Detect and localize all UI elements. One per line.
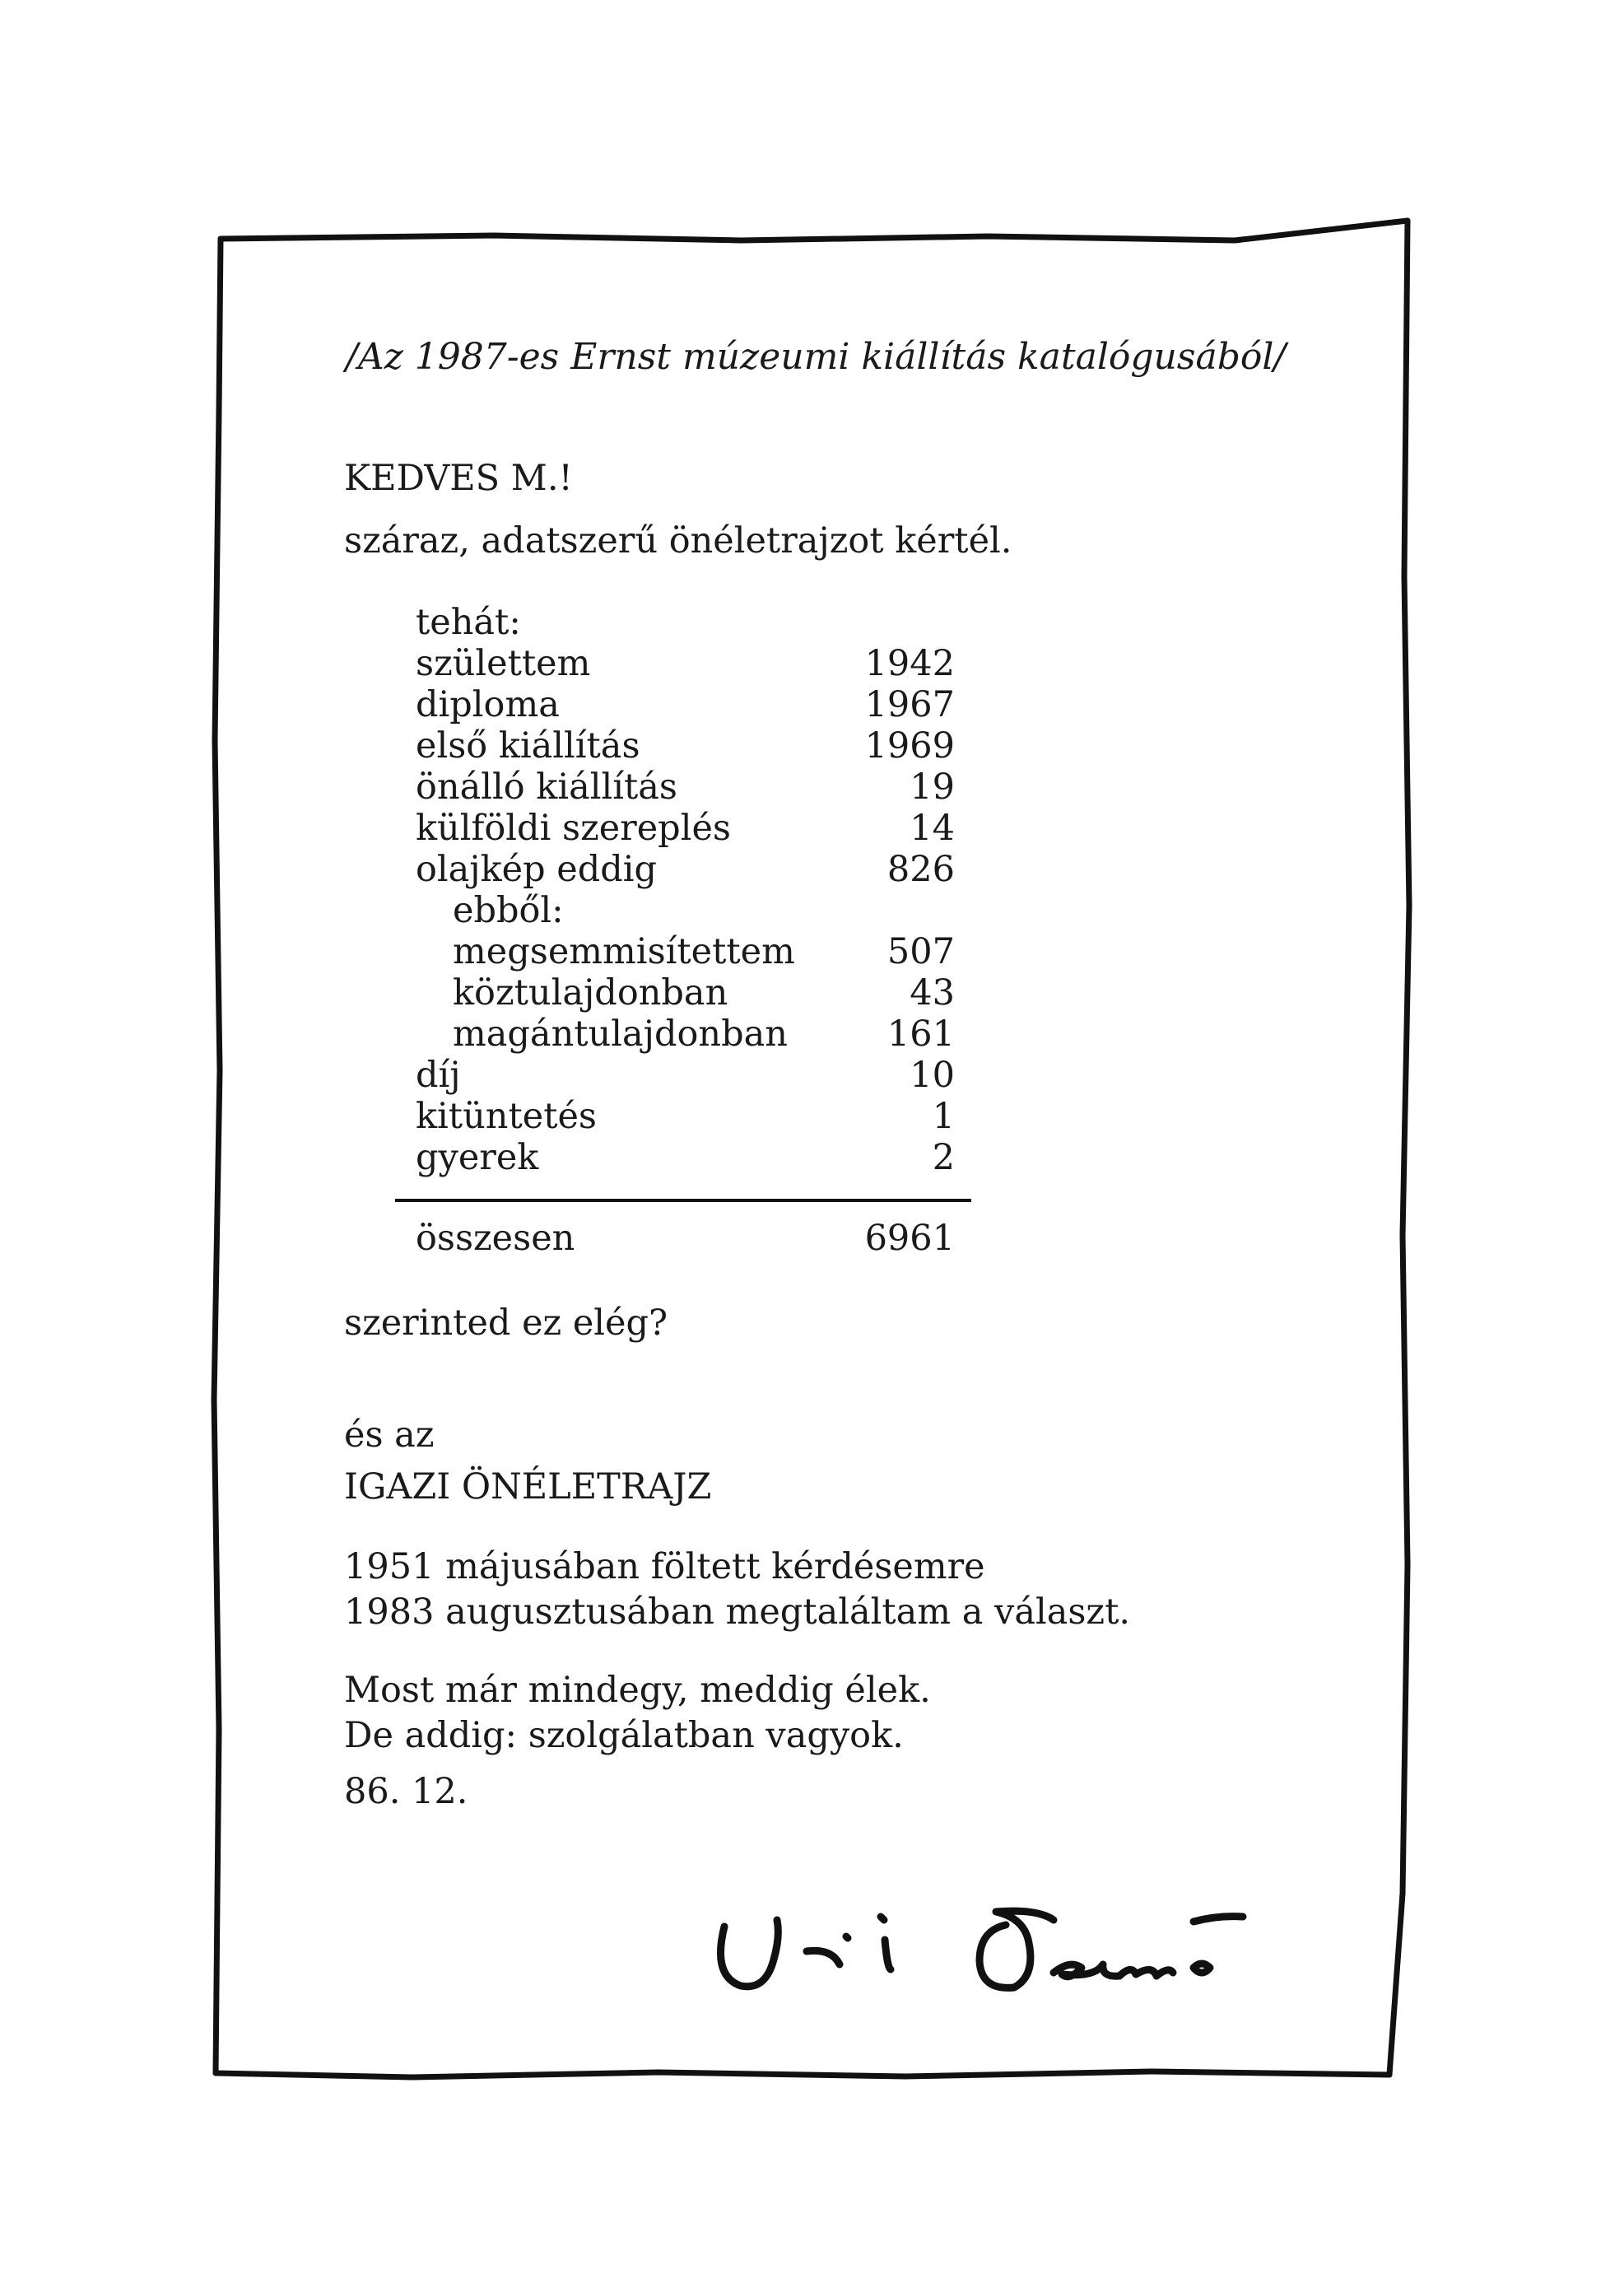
question-text: szerinted ez elég? (344, 1302, 668, 1344)
list-item (416, 684, 955, 725)
entry-label: önálló kiállítás (416, 767, 677, 808)
entry-value: 1 (932, 1096, 955, 1137)
entry-label: külföldi szereplés (416, 808, 731, 849)
total-label: összesen (416, 1218, 575, 1259)
catalog-caption: /Az 1987-es Ernst múzeumi kiállítás katalógusából/ (346, 336, 1287, 378)
entry-value: 507 (886, 931, 955, 972)
greeting: KEDVES M.! (344, 458, 573, 499)
intro-text: száraz, adatszerű önéletrajzot kértél. (344, 520, 1012, 562)
entry-value: 2 (932, 1137, 955, 1178)
entry-value: 1969 (864, 725, 955, 767)
sum-divider (395, 1199, 971, 1202)
list-item (416, 1137, 955, 1178)
entry-value: 826 (886, 849, 955, 890)
entry-label: magántulajdonban (453, 1014, 788, 1055)
total-row (416, 1218, 955, 1259)
entry-value: 1967 (864, 684, 955, 725)
handwritten-signature (708, 1885, 1251, 2017)
entry-label: megsemmisítettem (453, 931, 795, 972)
entry-label: diploma (416, 684, 560, 725)
list-item (416, 849, 955, 890)
list-item (453, 1014, 955, 1055)
list-item (416, 808, 955, 849)
total-value: 6961 (864, 1218, 955, 1259)
list-item (416, 725, 955, 767)
entry-label: születtem (416, 643, 591, 684)
list-item (453, 972, 955, 1014)
list-item (416, 1096, 955, 1137)
list-item (416, 1055, 955, 1096)
sub-heading: ebből: (453, 890, 564, 931)
story-line: 1951 májusában föltett kérdésemre (344, 1546, 985, 1587)
entry-value: 14 (910, 808, 955, 849)
closing-line: De addig: szolgálatban vagyok. (344, 1715, 904, 1756)
entry-label: köztulajdonban (453, 972, 728, 1014)
story-line: 1983 augusztusában megtaláltam a választ. (344, 1591, 1131, 1633)
entry-value: 10 (910, 1055, 955, 1096)
entry-label: díj (416, 1055, 461, 1096)
entry-value: 161 (886, 1014, 955, 1055)
entry-label: első kiállítás (416, 725, 640, 767)
real-cv-title: IGAZI ÖNÉLETRAJZ (344, 1466, 712, 1507)
entry-value: 43 (910, 972, 955, 1014)
entry-label: gyerek (416, 1137, 539, 1178)
entry-value: 1942 (864, 643, 955, 684)
list-item (453, 931, 955, 972)
entry-label: kitüntetés (416, 1096, 597, 1137)
entry-label: olajkép eddig (416, 849, 658, 890)
list-item (416, 767, 955, 808)
and-the-text: és az (344, 1414, 435, 1456)
list-heading: tehát: (416, 602, 521, 643)
closing-line: Most már mindegy, meddig élek. (344, 1670, 931, 1711)
list-item (416, 643, 955, 684)
date-text: 86. 12. (344, 1771, 468, 1812)
entry-value: 19 (910, 767, 955, 808)
